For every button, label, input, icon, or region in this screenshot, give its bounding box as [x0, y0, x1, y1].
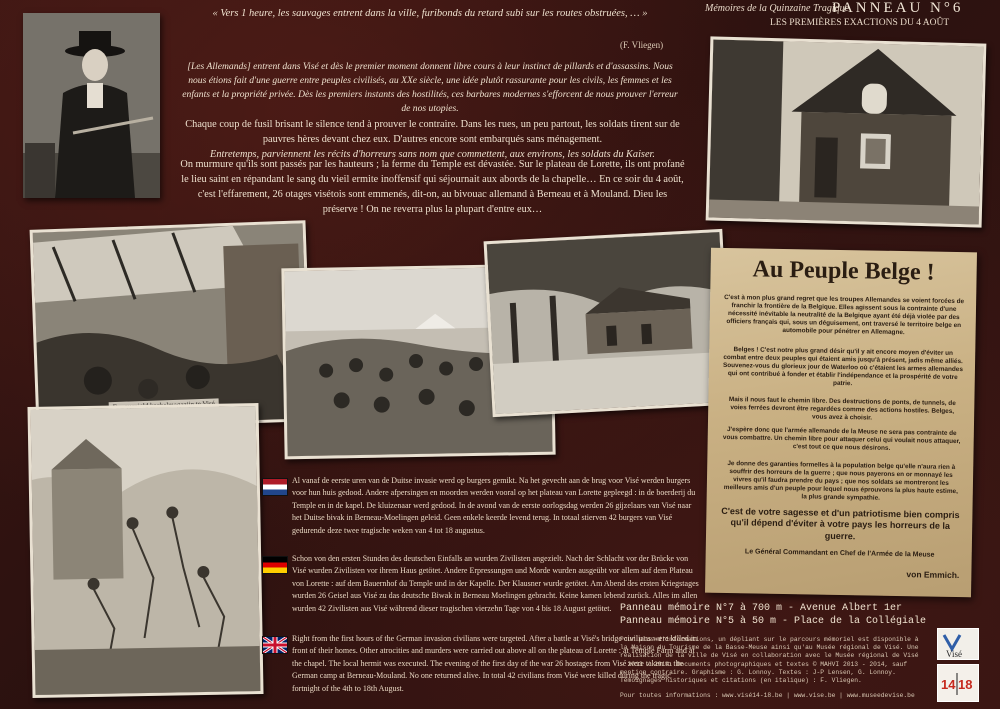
wwi-1418-logo [937, 664, 979, 702]
intro-quote: « Vers 1 heure, les sauvages entrent dans la ville, furibonds du retard subi sur les routes obstruées, … » [212, 8, 648, 19]
uk-flag-icon [262, 636, 288, 654]
ruins-photo [30, 220, 313, 431]
memorial-previous-panel: Panneau mémoire N°5 à 50 m - Place de la Collégiale [620, 616, 927, 627]
vise-logo-graphic [938, 629, 978, 659]
svg-text:18: 18 [958, 677, 973, 692]
poster-paragraph-3: Mais il nous faut le chemin libre. Des destructions de ponts, de tunnels, de voies ferrées devront être regardées comme des actions hostiles. Belges, vous avez à choisir. [728, 396, 956, 422]
chapel-photo [706, 36, 987, 227]
intro-paragraph-3: On murmure qu'ils sont passés par les hauteurs ; la ferme du Temple est dévastée. Sur le plateau de Lorette, ils ont profané le lieu saint en répandant le sang du vieil ermite inoffensif qui séjournait aux abords de la chapelle… En ce soir du 4 août, c'est l'effarement, 26 otages visétois sont emmenés, dit-on, au bivouac allemand à Berneau et à Mouland. Dieu les préserve ! On ne reverra plus la plupart d'entre eux… [180, 159, 685, 215]
poster-paragraph-5: Je donne des garanties formelles à la population belge qu'elle n'aura rien à souffrir des horreurs de la guerre ; que nous payerons en or monnayé les vivres qu'il faudra prendre du pays ; que nos soldats se montreront les meilleurs amis d'un peuple pour lequel nous éprouvons la plus haute estime, la plus grande sympathie. [723, 460, 958, 502]
poster-paragraph-6: C'est de votre sagesse et d'un patriotisme bien compris qu'il dépend d'éviter à votre pays les horreurs de la guerre. [721, 505, 960, 541]
dutch-text: Al vanaf de eerste uren van de Duitse invasie werd op burgers gemikt. Na het gevecht aan de brug voor Visé werden burgers voor hun huis gedood. Andere afpersingen en moorden werden vooral op het plateau van Lorette gepleegd : in de boerderij du Temple en in de kapel. De kluizenaar werd gedood. In de avond van de eerste oorlogsdag werden 26 gijzelaars van Visé naar het Duitse bivak in Berneau-Moelingen geleid. Geen enkele keerde levend terug. In totaal stierven 42 burgers van Visé gedurende deze twee tragische weken van 4 tot 18 augustus. [292, 476, 696, 535]
wwi-1418-graphic [938, 665, 978, 701]
portrait-photo [23, 13, 160, 198]
intro-paragraph-2 [180, 118, 685, 163]
chapel-illustration [709, 39, 984, 224]
footer-links: Pour toutes informations : www.visé14-18.be | www.vise.be | www.museedevise.be [620, 692, 915, 699]
svg-text:Visé: Visé [946, 649, 962, 659]
intro-paragraph-2a: Chaque coup de fusil brisant le silence tend à prouver le contraire. Dans les rues, un peu partout, les soldats tirent sur de pauvres hères devant chez eux. D'autres encore sont embarqués sans ménagement. [185, 119, 680, 145]
uk-flag-svg [263, 637, 287, 653]
german-text: Schon von den ersten Stunden des deutschen Einfalls an wurden Zivilisten angezielt. Nach der Schlacht vor der Brücke von Visé wurden Zivilisten vor ihrem Haus getötet. Andere Erpressungen und Morde wurden ausgeübt vor allem auf dem Plateau von Lorette : auf dem Bauernhof du Temple und in der Kapelle. Der Klausner wurde getötet. Am Abend des ersten Kriegstages wurden 26 Geisel aus Visé zu das deutsche Biwak in Berneau Moelingen gebracht. Keine kamen lebend zurück. Alles im allen wurden 42 Zivilisten aus Visé während dieser tragischen vierzehn Tage von 4 bis 18 August getötet. [292, 554, 699, 613]
panel-number: PANNEAU N°6 [832, 0, 964, 16]
man-with-hat-figure [23, 13, 160, 198]
proclamation-poster [705, 248, 977, 598]
poster-signatory-name: von Emmich. [906, 569, 960, 581]
poster-paragraph-1: C'est à mon plus grand regret que les troupes Allemandes se voient forcées de franchir la frontière de la Belgique. Elles agissent sous la contrainte d'une nécessité inévitable la neutralité de la Belgique ayant été déjà violée par des officiers français qui, sous un déguisement, ont traversé le territoire belge en automobile pour pénétrer en Allemagne. [724, 293, 965, 337]
quote-source: (F. Vliegen) [620, 40, 664, 50]
sketch-drawing [31, 406, 261, 695]
panel-subtitle: LES PREMIÈRES EXACTIONS DU 4 AOÛT [770, 18, 950, 28]
poster-paragraph-4: J'espère donc que l'armée allemande de la Meuse ne sera pas contrainte de vous combattre. Un chemin libre pour attaquer celui qui voulait nous attaquer, c'est tout ce que nous désirons. [722, 426, 961, 452]
farm-photo [484, 229, 732, 417]
poster-signature: Le Général Commandant en Chef de l'Armée de la Meuse [744, 548, 935, 559]
intro-paragraph-1: [Les Allemands] entrent dans Visé et dès le premier moment donnent libre cours à leur instinct de pillards et d'assassins. Nous nous étions fait d'une guerre entre peuples civilisés, au XXe siècle, une idée plutôt rassurante pour les civils, les femmes et les enfants et la propriété privée. Dès les premiers instants des hostilités, ces barbares modernes s'efforcent de nous prouver l'erreur de nos utopies. [182, 61, 678, 114]
svg-text:14: 14 [941, 677, 956, 692]
memorial-next-panel: Panneau mémoire N°7 à 700 m - Avenue Albert 1er [620, 603, 903, 614]
ruins-illustration [33, 223, 310, 427]
sketch-illustration [27, 403, 263, 698]
german-flag-icon [262, 556, 288, 574]
intro-paragraph-2b: Entretemps, parviennent les récits d'horreurs sans nom que commettent, aux environs, les soldats du Kaiser. [210, 148, 655, 160]
series-title: Mémoires de la Quinzaine Tragique [705, 3, 850, 14]
poster-paragraph-2: Belges ! C'est notre plus grand désir qu'il y ait encore moyen d'éviter un combat entre deux peuples qui étaient amis jusqu'à présent, jadis même alliés. Souvenez-vous du glorieux jour de Waterloo où c'étaient les armes allemandes qui ont contribué à fonder et établir l'indépendance et la prospérité de votre patrie. [722, 346, 963, 388]
footer-info: Pour plus d'informations, un dépliant sur le parcours mémoriel est disponible à la Maison du Tourisme de la Basse-Meuse ainsi qu'au Musée régional de Visé. Une réalisation de la ville de Visé en collaboration avec le Musée régional de Visé - 2013 / 2014. Documents photographiques et textes © MAHVI 2013 - 2014, sauf mention contraire. Graphisme : G. Lonnoy. Textes : J-P Lensen, G. Lonnoy. Témoignages historiques et citations (en italique) : F. Vliegen. [620, 636, 919, 684]
dutch-flag-icon [262, 478, 288, 496]
vise-logo [937, 628, 979, 660]
poster-title: Au Peuple Belge ! [752, 256, 935, 286]
farm-illustration [487, 232, 729, 414]
english-text: Right from the first hours of the German invasion civilians were targeted. After a battle at Visé's bridge civilians were killed in front of their homes. Other atrocities and murders were carried out above all on the plateau of Lorette : at Temple Farm and at the chapel. The local hermit was executed. The evening of the first day of the war 26 hostages from Visé were taken to the German camp at Berneau-Mouland. No one returned alive. In total 42 civilians from Visé were killed during the tragic fortnight of the 4th to 18th August. [292, 634, 697, 693]
